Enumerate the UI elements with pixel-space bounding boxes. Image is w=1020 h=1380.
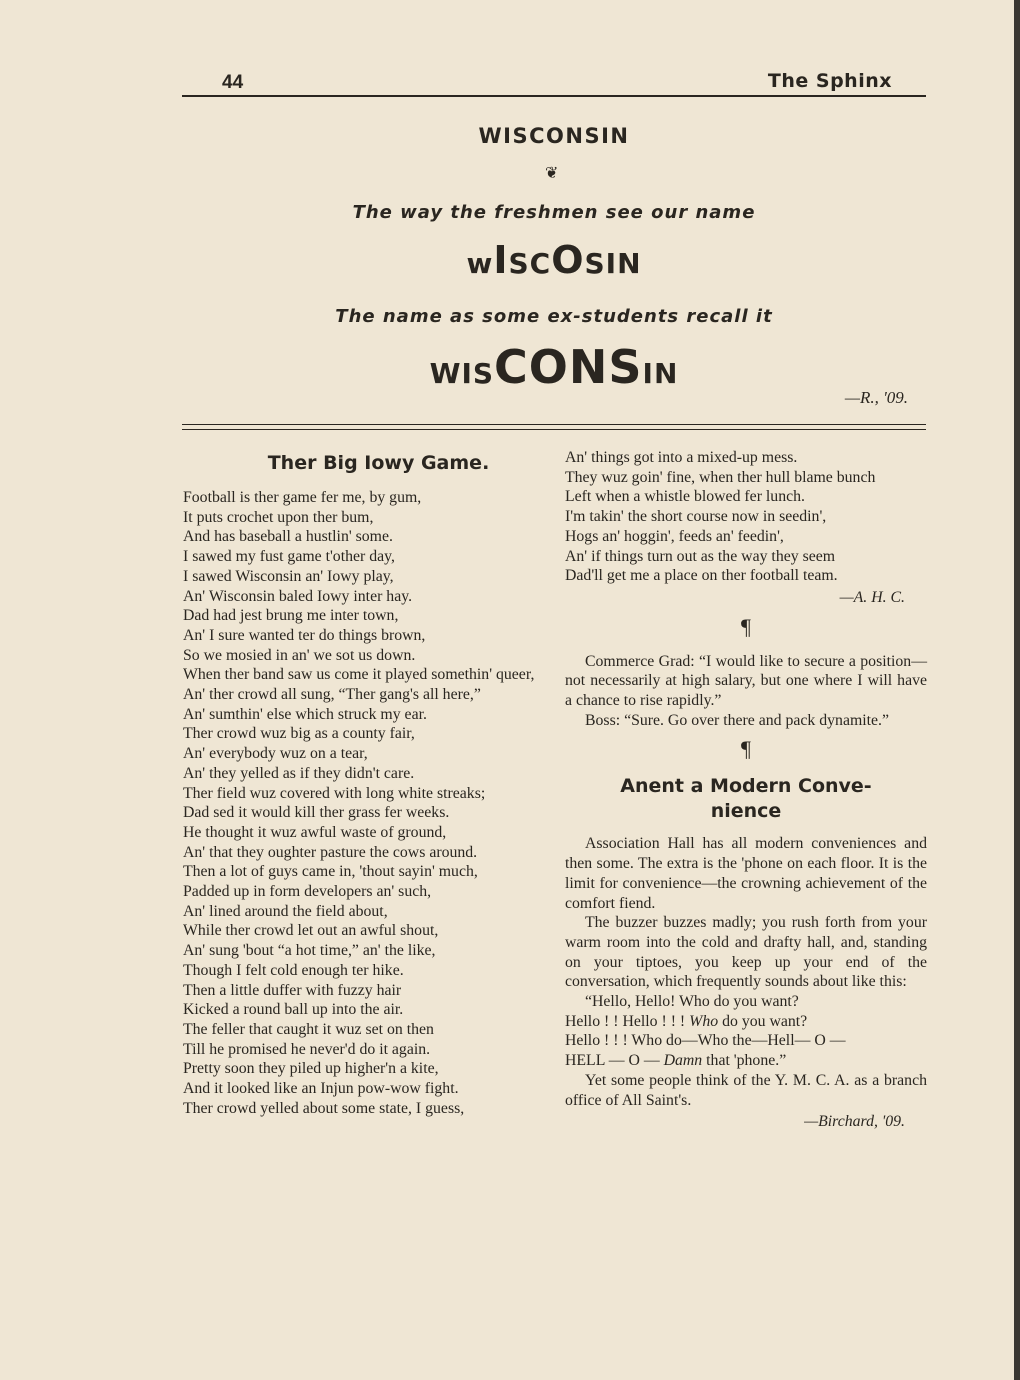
poem-line: And has baseball a hustlin' some. <box>183 528 393 546</box>
pilcrow-icon: ¶ <box>741 736 751 762</box>
poem-lines-right <box>565 448 927 586</box>
poem-line: Dad sed it would kill ther grass fer weeks. <box>183 804 450 822</box>
ex-students-word: WISCONSIN <box>429 340 679 394</box>
poem-line: Ther field wuz covered with long white streaks; <box>183 784 486 802</box>
pilcrow-icon: ¶ <box>741 613 751 639</box>
poem-line: Ther crowd yelled about some state, I guess, <box>183 1099 465 1117</box>
poem-line: They wuz goin' fine, when ther hull blame bunch <box>565 468 876 486</box>
phone-quote: “Hello, Hello! Who do you want? Hello ! ! Hello ! ! ! Who do you want? Hello ! ! ! Who do—Who the—Hell— O — HELL — O — Damn that 'phone.” <box>565 993 846 1070</box>
ex-students-caption: The name as some ex-students recall it <box>335 306 773 327</box>
poem-line: Dad had jest brung me inter town, <box>183 607 399 625</box>
article-title: Anent a Modern Conve- nience <box>620 775 872 823</box>
poem-line: I sawed Wisconsin an' Iowy play, <box>183 567 394 585</box>
page-header <box>182 66 926 98</box>
section-rule <box>182 429 926 430</box>
poem-line: I sawed my fust game t'other day, <box>183 548 395 566</box>
leaf-ornament-icon: ❦ <box>545 165 559 182</box>
poem-line: It puts crochet upon ther bum, <box>183 508 374 526</box>
poem-line: When ther band saw us come it played somethin' queer, <box>183 666 535 684</box>
poem-signature: —A. H. C. <box>839 588 905 606</box>
article-paragraph: The buzzer buzzes madly; you rush forth from your warm room into the cold and drafty hall, and, standing on your tiptoes, you keep up your end of the conversation, which frequently sounds about like this: <box>565 914 927 991</box>
wisconsin-title: WISCONSIN <box>478 124 630 148</box>
poem-line: Dad'll get me a place on ther football team. <box>565 567 838 585</box>
poem-line: Hogs an' hoggin', feeds an' feedin', <box>565 527 784 545</box>
poem-line: And it looked like an Injun pow-wow fight. <box>183 1080 459 1098</box>
poem-line: Kicked a round ball up into the air. <box>183 1001 404 1019</box>
running-title: The Sphinx <box>767 70 892 92</box>
article-paragraph: Yet some people think of the Y. M. C. A. as a branch office of All Saint's. <box>565 1071 927 1109</box>
article-paragraph: Association Hall has all modern conveniences and then some. The extra is the 'phone on each floor. It is the limit for convenience—the crowning achievement of the comfort fiend. <box>565 835 927 912</box>
poem-line: He thought it wuz awful waste of ground, <box>183 823 447 841</box>
poem-line: An' I sure wanted ter do things brown, <box>183 626 426 644</box>
poem-line: An' they yelled as if they didn't care. <box>183 764 415 782</box>
header-rule <box>182 95 926 97</box>
poem-line: An' sumthin' else which struck my ear. <box>183 705 427 723</box>
poem-line: I'm takin' the short course now in seedin', <box>565 508 827 526</box>
freshmen-word: wISCOSIN <box>466 238 642 282</box>
poem-line: While ther crowd let out an awful shout, <box>183 922 439 940</box>
poem-line: Ther crowd wuz big as a county fair, <box>183 725 415 743</box>
poem-line: An' things got into a mixed-up mess. <box>565 449 798 466</box>
poem-line: An' lined around the field about, <box>183 902 388 920</box>
poem-line: Padded up in form developers an' such, <box>183 883 432 901</box>
wisconsin-signature: —R., '09. <box>844 388 908 407</box>
poem-line: An' sung 'bout “a hot time,” an' the like, <box>183 942 436 960</box>
section-rule <box>182 424 926 425</box>
poem-line: Till he promised he never'd do it again. <box>183 1040 431 1058</box>
poem-line: Football is ther game fer me, by gum, <box>183 489 422 506</box>
article-signature: —Birchard, '09. <box>804 1113 905 1131</box>
poem-title: Ther Big Iowy Game. <box>267 452 490 474</box>
poem-line: Pretty soon they piled up higher'n a kite, <box>183 1060 439 1078</box>
page-number: 44 <box>222 72 244 93</box>
poem-line: Then a little duffer with fuzzy hair <box>183 981 402 999</box>
poem-line: An' that they oughter pasture the cows around. <box>183 843 478 861</box>
right-column <box>565 448 927 1132</box>
poem-line: Left when a whistle blowed fer lunch. <box>565 488 805 506</box>
poem-lines-left <box>183 488 544 1119</box>
poem-line: An' if things turn out as the way they seem <box>565 547 836 565</box>
joke-paragraph: Boss: “Sure. Go over there and pack dynamite.” <box>585 711 889 729</box>
poem-line: An' Wisconsin baled Iowy inter hay. <box>183 587 413 605</box>
poem-line: An' everybody wuz on a tear, <box>183 745 368 763</box>
left-column <box>183 448 544 1119</box>
page-edge <box>1014 0 1020 1380</box>
poem-line: The feller that caught it wuz set on then <box>183 1020 434 1038</box>
joke-paragraph: Commerce Grad: “I would like to secure a position—not necessarily at high salary, but one where I will have a chance to rise rapidly.” <box>565 652 927 710</box>
poem-line: Though I felt cold enough ter hike. <box>183 961 404 979</box>
poem-line: Then a lot of guys came in, 'thout sayin' much, <box>183 863 478 881</box>
poem-line: An' ther crowd all sung, “Ther gang's all here,” <box>183 686 481 704</box>
poem-line: So we mosied in an' we sot us down. <box>183 646 416 664</box>
freshmen-caption: The way the freshmen see our name <box>352 202 756 223</box>
